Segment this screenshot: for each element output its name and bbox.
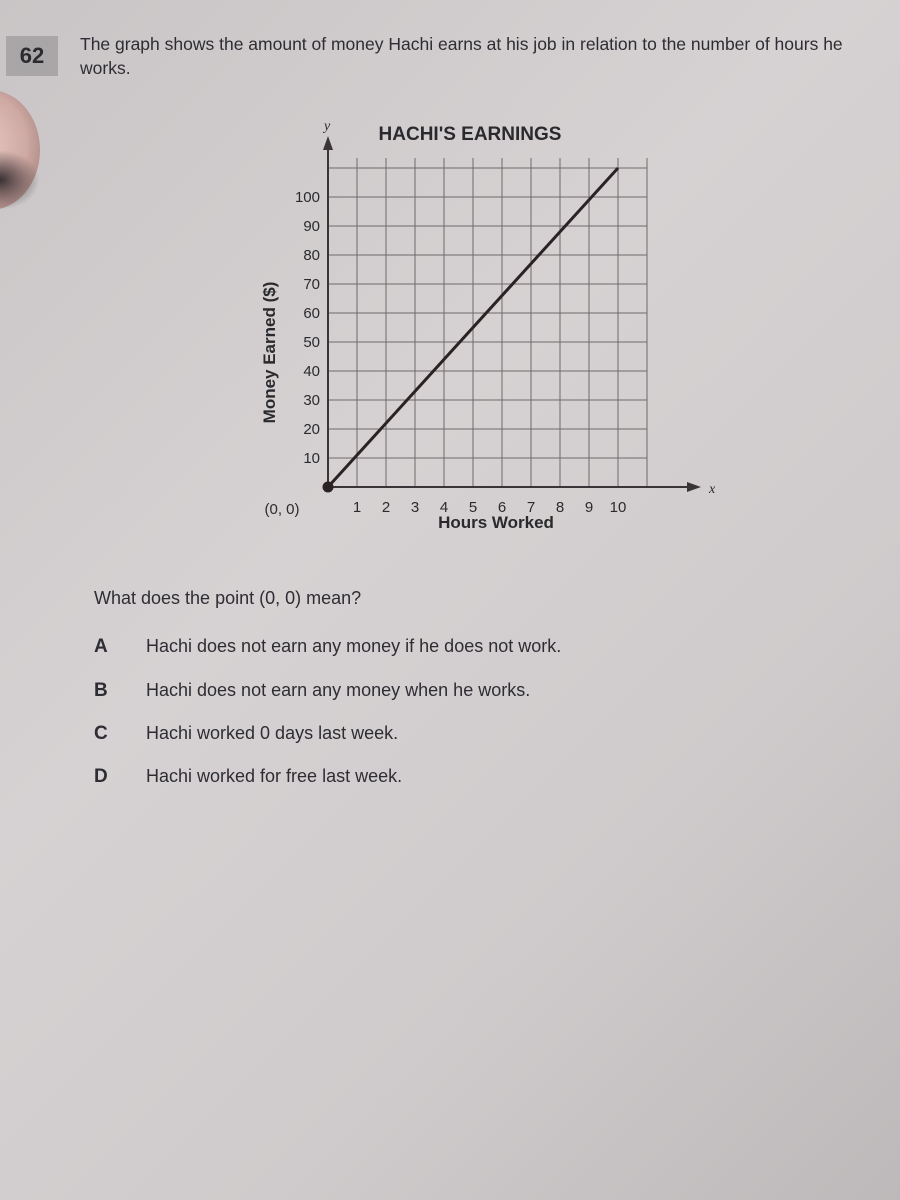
y-axis-symbol: y (324, 119, 331, 134)
y-tick-label: 80 (303, 247, 320, 264)
earnings-chart (240, 110, 720, 540)
y-tick-label: 10 (303, 450, 320, 467)
option-text: Hachi worked 0 days last week. (146, 723, 399, 743)
x-tick-label: 7 (526, 499, 536, 516)
option-text: Hachi does not earn any money if he does not work. (146, 636, 562, 656)
origin-label: (0, 0) (264, 501, 300, 518)
answer-option-b[interactable] (94, 680, 530, 702)
x-tick-label: 4 (439, 499, 449, 516)
x-axis-label: Hours Worked (438, 513, 554, 532)
x-tick-label: 6 (497, 499, 507, 516)
x-tick-label: 5 (468, 499, 478, 516)
y-tick-label: 30 (303, 392, 320, 409)
option-letter: C (94, 723, 108, 744)
question-stem: The graph shows the amount of money Hachi earns at his job in relation to the number of hours he works. (80, 34, 843, 78)
chart-title: HACHI'S EARNINGS (378, 124, 562, 145)
origin-point (323, 482, 334, 493)
option-letter: B (94, 680, 108, 701)
answer-option-c[interactable] (94, 723, 398, 745)
page-shadow (0, 150, 40, 210)
x-axis-arrow (687, 482, 701, 492)
x-tick-label: 3 (410, 499, 420, 516)
answer-option-a[interactable] (94, 636, 561, 658)
x-tick-label: 8 (555, 499, 565, 516)
y-tick-label: 70 (303, 276, 320, 293)
y-tick-label: 40 (303, 363, 320, 380)
option-text: Hachi does not earn any money when he works. (146, 680, 531, 700)
option-letter: A (94, 636, 108, 657)
y-tick-label: 20 (303, 421, 320, 438)
x-tick-label: 1 (352, 499, 362, 516)
x-tick-label: 9 (584, 499, 594, 516)
y-axis-label: Money Earned ($) (260, 281, 279, 424)
option-text: Hachi worked for free last week. (146, 766, 403, 786)
x-tick-label: 10 (609, 499, 627, 516)
y-tick-label: 100 (294, 189, 320, 206)
y-tick-label: 60 (303, 305, 320, 322)
y-tick-label: 50 (303, 334, 320, 351)
y-tick-label: 90 (303, 218, 320, 235)
question-prompt: What does the point (0, 0) mean? (94, 588, 362, 608)
x-axis-symbol: x (709, 482, 716, 497)
option-letter: D (94, 766, 108, 787)
question-number: 62 (6, 36, 58, 76)
x-tick-label: 2 (381, 499, 391, 516)
answer-option-d[interactable] (94, 766, 402, 788)
y-axis-arrow (323, 136, 333, 150)
